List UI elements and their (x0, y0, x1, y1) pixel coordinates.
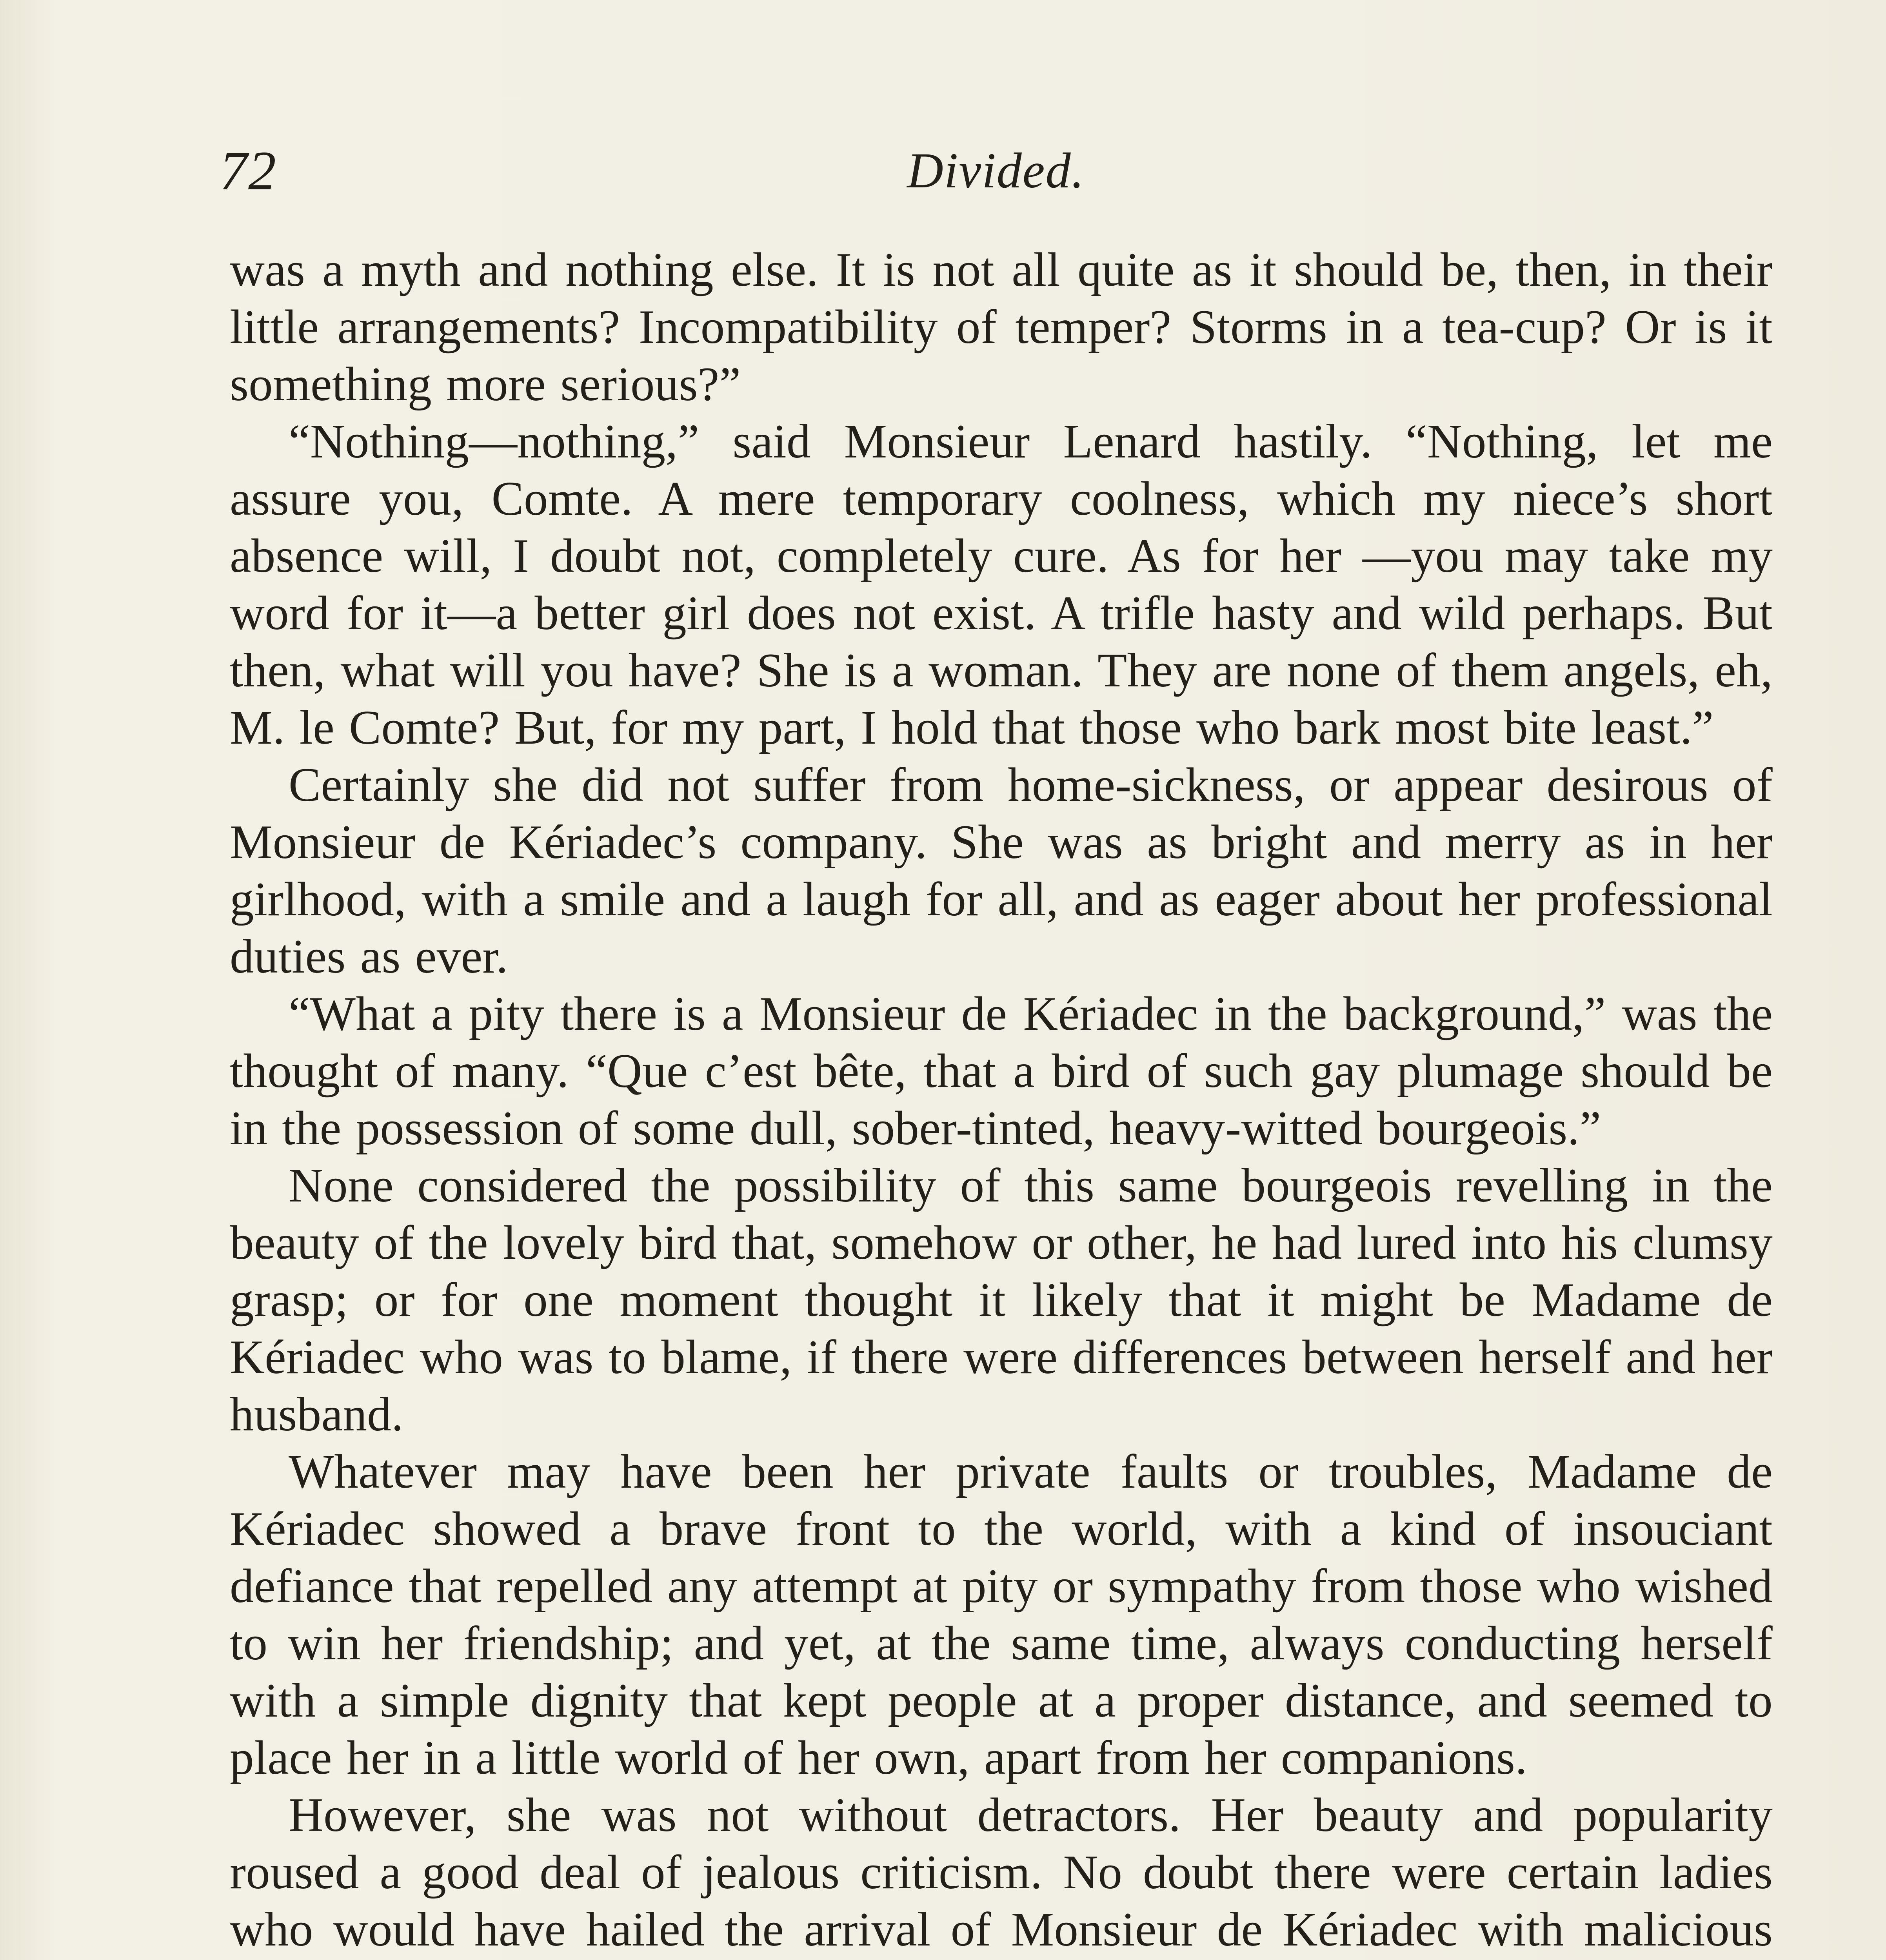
paragraph-continued: was a myth and nothing else. It is not all quite as it should be, then, in their little arrangements? Incompatibility of temper? Storms in a tea-cup? Or is it something more serious?” (230, 243, 1773, 411)
running-title: Divided. (907, 143, 1085, 198)
paragraph: However, she was not without detractors. Her beauty and popularity roused a good deal of jealous criticism. No doubt there were certain ladies who would have hailed the arrival of Monsieur de Kériadec with malicious (230, 1788, 1773, 1956)
body-text (230, 241, 1773, 1960)
paragraph: Certainly she did not suffer from home-sickness, or appear desirous of Monsieur de Kériadec’s company. She was as bright and merry as in her girlhood, with a smile and a laugh for all, and as eager about her professional duties as ever. (230, 758, 1773, 983)
page-number: 72 (220, 140, 277, 201)
paragraph: Whatever may have been her private faults or troubles, Madame de Kériadec showed a brave front to the world, with a kind of insouciant defiance that repelled any attempt at pity or sympathy from those who wished to win her friendship; and yet, at the same time, always conducting herself with a simple dignity that kept people at a proper distance, and seemed to place her in a little world of her own, apart from her companions. (230, 1445, 1773, 1784)
paragraph: “Nothing—nothing,” said Monsieur Lenard hastily. “Nothing, let me assure you, Comte. A mere temporary coolness, which my niece’s short absence will, I doubt not, completely cure. As for her —you may take my word for it—a better girl does not exist. A trifle hasty and wild perhaps. But then, what will you have? She is a woman. They are none of them angels, eh, M. le Comte? But, for my part, I hold that those who bark most bite least.” (230, 414, 1773, 754)
paragraph: “What a pity there is a Monsieur de Kériadec in the background,” was the thought of many. “Que c’est bête, that a bird of such gay plumage should be in the possession of some dull, sober-tinted, heavy-witted bourgeois.” (230, 987, 1773, 1155)
page-header (220, 133, 1772, 208)
paragraph: None considered the possibility of this same bourgeois revelling in the beauty of the lovely bird that, somehow or other, he had lured into his clumsy grasp; or for one moment thought it likely that it might be Madame de Kériadec who was to blame, if there were differences between herself and her husband. (230, 1158, 1773, 1441)
